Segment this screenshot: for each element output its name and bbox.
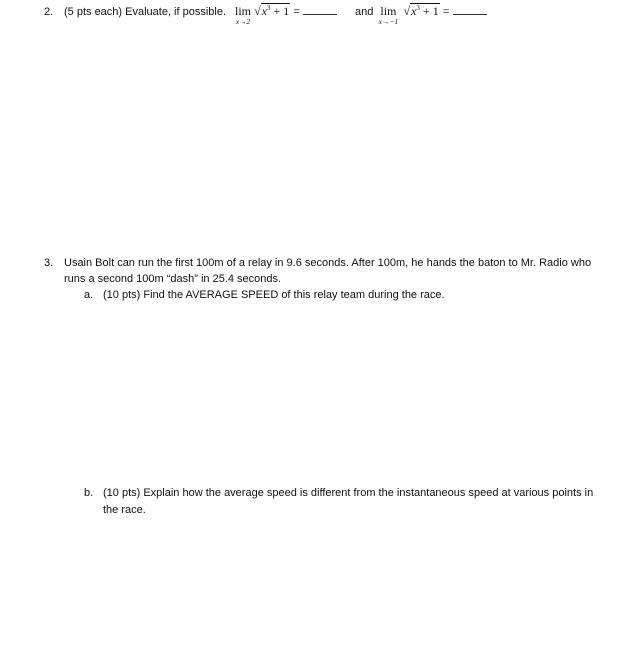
question-3-line-2: runs a second 100m “dash” in 25.4 seconds. <box>64 273 282 285</box>
question-2-body <box>64 6 226 18</box>
answer-blank-2[interactable] <box>453 4 487 15</box>
answer-blank-1[interactable] <box>303 4 337 15</box>
connector-and: and <box>355 6 374 18</box>
part-b-text: (10 pts) Explain how the average speed is different from the instantaneous speed at various points in <box>103 487 594 499</box>
part-b-label: b. <box>84 487 94 499</box>
limit-1 <box>235 4 337 26</box>
question-2-prefix: (5 pts each) Evaluate, if possible. <box>64 6 227 18</box>
limit-operator: lim x→−1 <box>378 4 399 26</box>
question-3-line-1: Usain Bolt can run the first 100m of a relay in 9.6 seconds. After 100m, he hands the baton to Mr. Radio who <box>64 257 592 269</box>
limit-2-group <box>355 4 487 26</box>
square-root-expression: $√x^3 + 1$ = <box>254 4 301 18</box>
part-a-label: a. <box>84 289 94 301</box>
part-b-text-continued: the race. <box>103 504 146 516</box>
part-a-text: (10 pts) Find the AVERAGE SPEED of this relay team during the race. <box>103 289 445 301</box>
sqrt-icon: √ <box>403 4 411 18</box>
square-root-expression: $√x^3 + 1$ = <box>403 4 450 18</box>
limit-operator: lim x→2 <box>235 4 252 26</box>
question-2-number: 2. <box>44 6 54 18</box>
question-2 <box>44 6 53 18</box>
question-3-number: 3. <box>44 257 54 269</box>
sqrt-icon: √ <box>254 4 261 18</box>
